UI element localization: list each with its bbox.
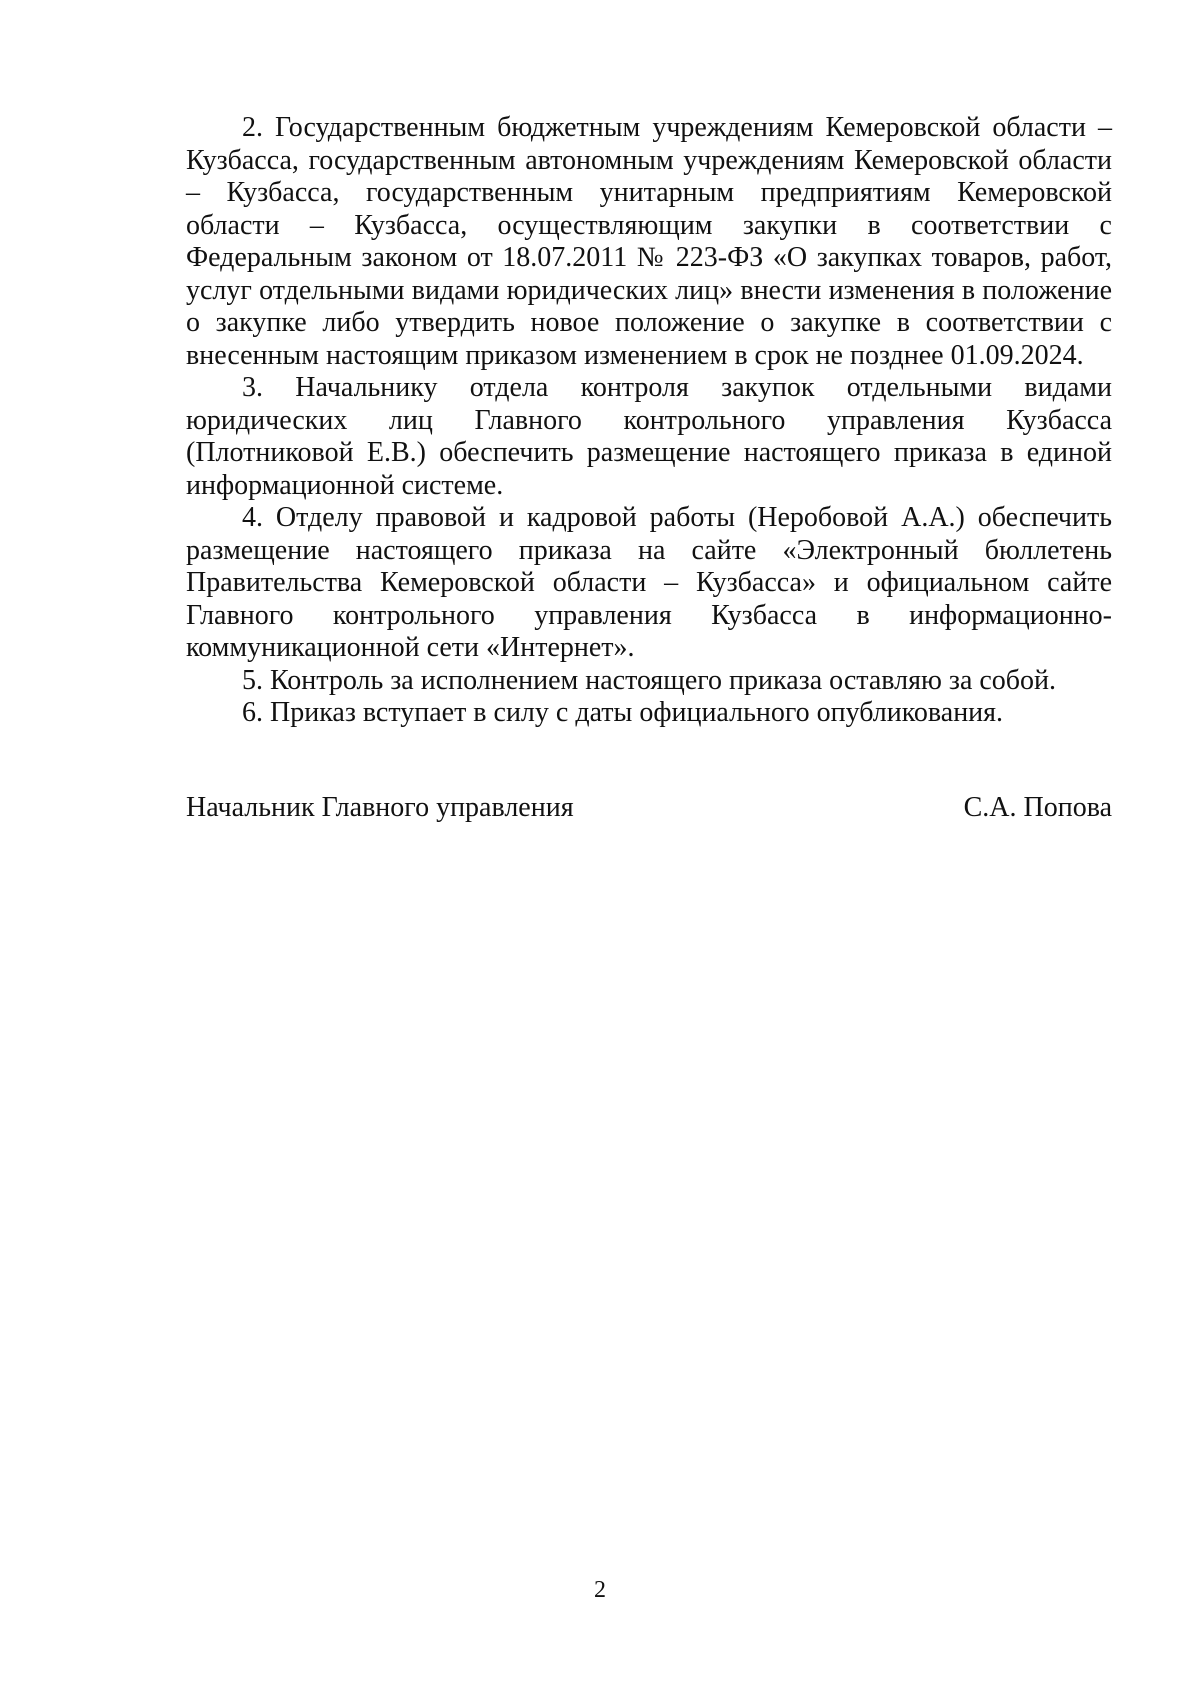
paragraph-5: 5. Контроль за исполнением настоящего приказа оставляю за собой.: [242, 664, 1057, 696]
page-number: 2: [594, 1577, 606, 1603]
document-body: [186, 112, 1112, 730]
paragraph-4: 4. Отделу правовой и кадровой работы (Неробовой А.А.) обеспечить размещение настоящего приказа на сайте «Электронный бюллетень Правительства Кемеровской области – Кузбасса» и официальном сайте Главного контрольного управления Кузбасса в информационно-коммуникационной сети «Интернет».: [186, 502, 1112, 663]
signatory-name: С.А. Попова: [963, 792, 1112, 823]
paragraph-6: 6. Приказ вступает в силу с даты официального опубликования.: [242, 697, 1004, 728]
paragraph-3: 3. Начальнику отдела контроля закупок отдельными видами юридических лиц Главного контрольного управления Кузбасса (Плотниковой Е.В.) обеспечить размещение настоящего приказа в единой информационной системе.: [186, 372, 1112, 501]
paragraph-2: 2. Государственным бюджетным учреждениям Кемеровской области – Кузбасса, государственным автономным учреждениям Кемеровской области – Кузбасса, государственным унитарным предприятиям Кемеровской области – Кузбасса, осуществляющим закупки в соответствии с Федеральным законом от 18.07.2011 № 223-ФЗ «О закупках товаров, работ, услуг отдельными видами юридических лиц» внести изменения в положение о закупке либо утвердить новое положение о закупке в соответствии с внесенным настоящим приказом изменением в срок не позднее 01.09.2024.: [186, 112, 1112, 371]
signatory-position: Начальник Главного управления: [186, 792, 574, 823]
